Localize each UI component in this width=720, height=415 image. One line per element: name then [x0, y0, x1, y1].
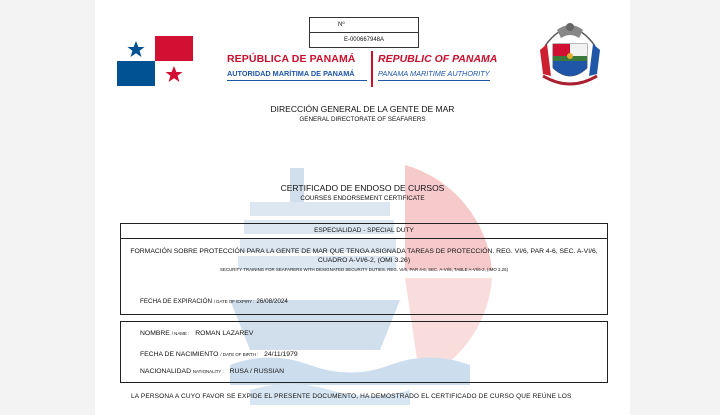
nationality-label-en: NATIONALITY : — [192, 369, 224, 374]
brand-divider — [371, 51, 373, 87]
certificate-title-en: COURSES ENDORSEMENT CERTIFICATE — [300, 195, 425, 202]
authority-underline-es — [227, 80, 367, 81]
authority-name-es: AUTORIDAD MARÍTIMA DE PANAMÁ — [227, 69, 355, 78]
brand-name-es: REPÚBLICA DE PANAMÁ — [227, 53, 356, 65]
training-box — [120, 223, 608, 315]
document-number-box — [309, 17, 419, 48]
panama-flag-icon — [117, 36, 193, 86]
directorate-en: GENERAL DIRECTORATE OF SEAFARERS — [299, 116, 426, 123]
expiry-row — [140, 298, 288, 305]
document-number-label: Nº — [310, 18, 418, 33]
authority-underline-en — [378, 80, 490, 81]
birth-label-es: FECHA DE NACIMIENTO — [140, 351, 219, 358]
certificate-title-es: CERTIFICADO DE ENDOSO DE CURSOS — [280, 183, 445, 193]
name-value: ROMAN LAZAREV — [195, 330, 254, 337]
birth-row — [140, 351, 298, 358]
nationality-label-es: NACIONALIDAD — [140, 368, 191, 375]
training-description-es: FORMACIÓN SOBRE PROTECCIÓN PARA LA GENTE DE MAR QUE TENGA ASIGNADA TAREAS DE PROTECCIÓN. REG. VI/6, PAR 4-6, SEC. A-VI/6, CUADRO A-VI/6-2, (OMI 3.26) — [130, 248, 598, 264]
expiry-label-en: / DATE OF EXPIRY : — [213, 299, 255, 304]
training-description-en: SECURITY TRAINING FOR SEAFARERS WITH DESIGNATED SECURITY DUTIES. REG. VI/6, PAR 4-6, SEC. A-VI/6, TABLE A-VI/6-2, (IMO 3.26) — [219, 267, 509, 272]
nationality-row — [140, 368, 284, 375]
birth-label-en: / DATE OF BIRTH : — [220, 352, 259, 357]
statement-text: LA PERSONA A CUYO FAVOR SE EXPIDE EL PRESENTE DOCUMENTO, HA DEMOSTRADO EL CERTIFICADO DE CURSO QUE REÚNE LOS — [131, 393, 572, 400]
document-number-value: E-000667948A — [343, 37, 385, 43]
holder-box — [120, 321, 608, 383]
expiry-value: 26/08/2024 — [256, 298, 288, 305]
directorate-es: DIRECCIÓN GENERAL DE LA GENTE DE MAR — [270, 104, 455, 114]
name-label-en: / NAME : — [171, 331, 190, 336]
coat-of-arms-icon — [535, 16, 605, 90]
nationality-value: RUSA / RUSSIAN — [229, 368, 284, 375]
certificate-page — [95, 0, 630, 415]
authority-name-en: PANAMA MARITIME AUTHORITY — [378, 69, 490, 78]
name-label-es: NOMBRE — [140, 330, 170, 337]
name-row — [140, 330, 253, 337]
birth-value: 24/11/1979 — [264, 351, 298, 358]
expiry-label-es: FECHA DE EXPIRACIÓN — [140, 298, 213, 305]
brand-name-en: REPUBLIC OF PANAMA — [378, 53, 498, 65]
specialty-heading: ESPECIALIDAD - SPECIAL DUTY — [121, 224, 607, 239]
